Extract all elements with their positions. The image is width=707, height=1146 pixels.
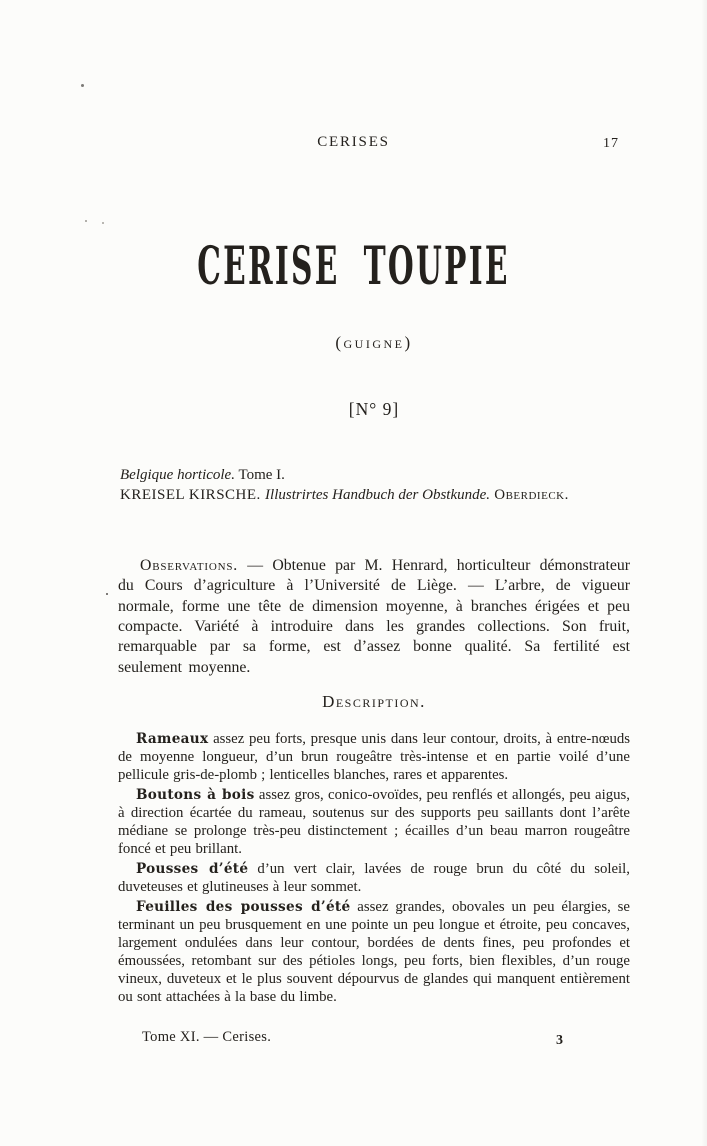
paragraph-lead: Boutons à bois <box>136 787 255 803</box>
page-number: 17 <box>603 136 619 151</box>
scan-speck <box>85 220 87 222</box>
observations-text: — Obtenue par M. Henrard, horticulteur démonstrateur du Cours d’agriculture à l’Université de Liège. — L’arbre, de vigueur normale, forme une tête de dimension moyenne, à branches érigées et peu compacte. Variété à introduire dans les grandes collections. Son fruit, remarquable par sa forme, est d’assez bonne qualité. Sa fertilité est seulement moyenne. <box>118 556 630 676</box>
paragraph-text: assez grandes, obovales un peu élargies, se terminant un peu brusquement en une pointe un peu longue et étroite, peu concaves, largement ondulées dans leur contour, bordées de dents fines, peu profondes et émoussées, retombant sur des pétioles longs, peu forts, bien flexibles, d’un rouge vineux, duveteux et le plus souvent dépourvus de glandes qui manquent entièrement ou sont attachées à la base du limbe. <box>118 899 630 1005</box>
variety-title: CERISE TOUPIE <box>197 236 510 297</box>
observations-paragraph <box>118 556 630 678</box>
scan-speck <box>81 84 84 87</box>
bibliography-source: Illustrirtes Handbuch der Obstkunde. <box>265 486 491 503</box>
description-body <box>118 730 630 1008</box>
paragraph-text: assez gros, conico-ovoïdes, peu renflés et allongés, peu aigus, à direction écartée du rameau, soutenus sur des supports peu saillants dont l’arête médiane se prolonge très-peu distinctement ; écailles d’un beau marron rougeâtre foncé et peu brillant. <box>118 787 630 857</box>
paragraph-pousses-d-ete <box>118 860 630 896</box>
variety-number: [N° 9] <box>348 399 400 419</box>
paragraph-rameaux <box>118 730 630 784</box>
variety-subtitle: (guigne) <box>335 333 413 352</box>
signature-mark: 3 <box>556 1033 563 1048</box>
bibliography-synonym: KREISEL KIRSCHE. <box>120 486 266 503</box>
description-heading: Description. <box>322 692 426 711</box>
scan-speck <box>102 222 104 224</box>
bibliography <box>120 466 630 505</box>
paragraph-boutons-a-bois <box>118 786 630 858</box>
scan-speck <box>106 593 108 595</box>
observations-lead: Observations. <box>140 556 239 574</box>
bibliography-line <box>120 466 630 486</box>
bibliography-volume: Tome I. <box>234 467 285 483</box>
paragraph-lead: Pousses d’été <box>136 861 249 877</box>
paragraph-lead: Feuilles des pousses d’été <box>136 899 351 915</box>
bibliography-author: Oberdieck. <box>490 486 569 503</box>
bibliography-source: Belgique horticole. <box>120 467 235 483</box>
paragraph-text: assez peu forts, presque unis dans leur contour, droits, à entre-nœuds de moyenne longueur, d’un brun rougeâtre très-intense et en partie voilé d’une pellicule gris-de-plomb ; lenticelles blanches, rares et apparentes. <box>118 731 630 783</box>
paragraph-lead: Rameaux <box>136 731 209 747</box>
running-header-title: CERISES <box>317 134 390 150</box>
paragraph-feuilles <box>118 898 630 1006</box>
bibliography-line <box>120 486 630 506</box>
tome-footer: Tome XI. — Cerises. <box>142 1029 272 1045</box>
paragraph-text: d’un vert clair, lavées de rouge brun du côté du soleil, duveteuses et glutineuses à leur sommet. <box>118 861 630 895</box>
